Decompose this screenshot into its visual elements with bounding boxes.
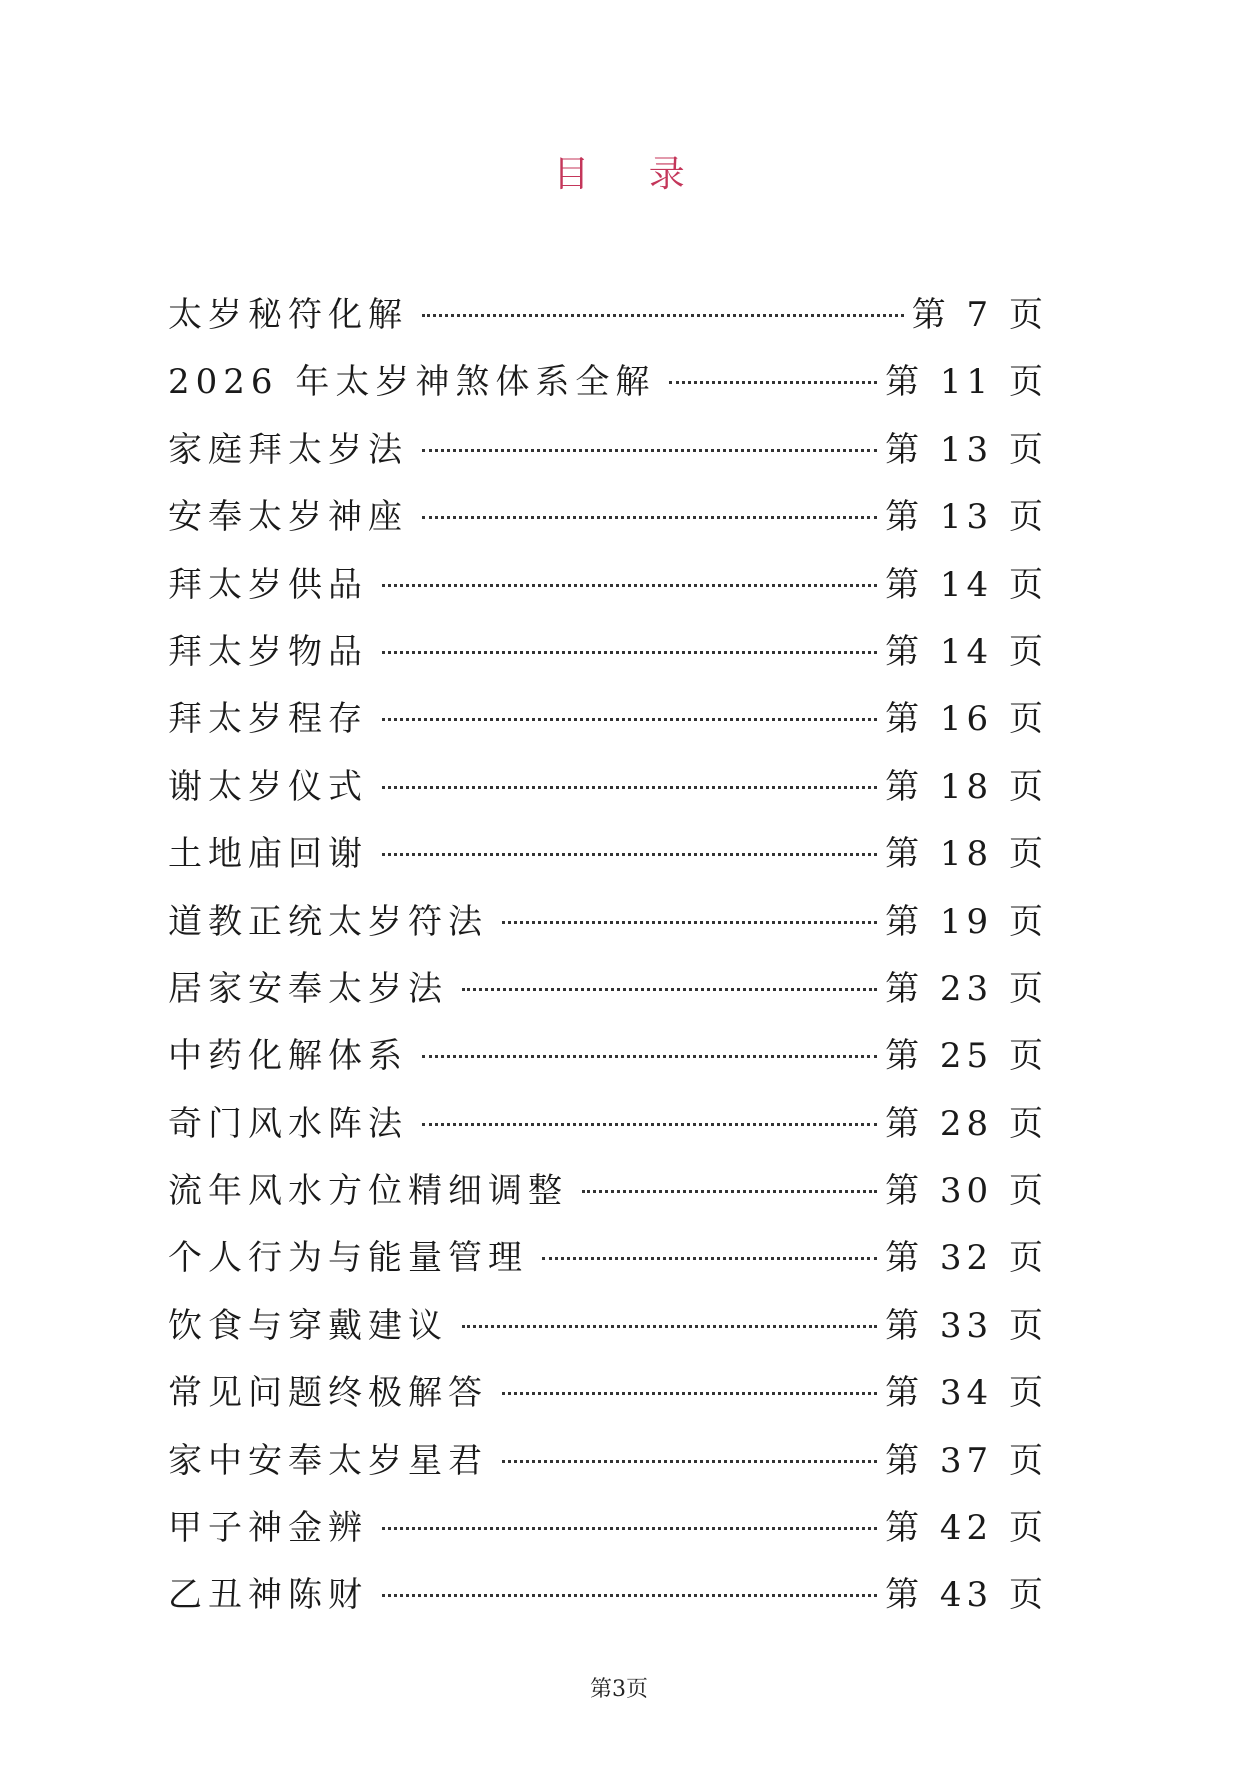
page-title: 目 录 — [553, 154, 709, 195]
dot-leader — [382, 786, 877, 789]
dot-leader — [422, 516, 877, 519]
dot-leader — [382, 651, 877, 654]
toc-entry-page: 第 33 页 — [885, 1305, 1048, 1346]
toc-entry-page: 第 18 页 — [885, 766, 1048, 807]
dot-leader — [542, 1257, 877, 1260]
toc-entry-page: 第 14 页 — [885, 564, 1048, 605]
toc-entry-title: 太岁秘符化解 — [168, 295, 408, 335]
toc-entry-page: 第 28 页 — [885, 1103, 1048, 1144]
dot-leader — [422, 1055, 877, 1058]
toc-entry-page: 第 34 页 — [885, 1373, 1048, 1414]
toc-entry-title: 拜太岁供品 — [168, 564, 368, 605]
toc-entry[interactable] — [168, 619, 1048, 686]
toc-entry[interactable] — [168, 1158, 1048, 1225]
toc-entry-title: 拜太岁程存 — [168, 699, 368, 740]
toc-entry-page: 第 43 页 — [885, 1575, 1048, 1616]
toc-entry[interactable] — [168, 1360, 1048, 1427]
toc-entry-page: 第 30 页 — [885, 1171, 1048, 1212]
dot-leader — [382, 1527, 877, 1530]
toc-entry[interactable] — [168, 417, 1048, 484]
dot-leader — [382, 853, 877, 856]
dot-leader — [422, 1123, 877, 1126]
toc-entry-page: 第 37 页 — [885, 1440, 1048, 1481]
toc-entry[interactable] — [168, 282, 1048, 349]
toc-entry[interactable] — [168, 821, 1048, 888]
toc-entry-title: 家中安奉太岁星君 — [168, 1440, 488, 1481]
dot-leader — [462, 1325, 877, 1328]
toc-entry-title: 2026 年太岁神煞体系全解 — [168, 362, 656, 403]
toc-entry[interactable] — [168, 1023, 1048, 1090]
dot-leader — [502, 1460, 877, 1463]
toc-entry-page: 第 32 页 — [885, 1238, 1048, 1279]
toc-entry-title: 居家安奉太岁法 — [168, 968, 448, 1009]
toc-entry-page: 第 19 页 — [885, 901, 1048, 942]
toc-entry-page: 第 13 页 — [885, 497, 1048, 538]
toc-entry-page: 第 25 页 — [885, 1036, 1048, 1077]
toc-entry-title: 甲子神金辨 — [168, 1508, 368, 1549]
toc-entry-title: 谢太岁仪式 — [168, 766, 368, 807]
toc-entry-page: 第 7 页 — [911, 295, 1048, 335]
toc-entry-title: 道教正统太岁符法 — [168, 901, 488, 942]
toc-entry-title: 乙丑神陈财 — [168, 1575, 368, 1616]
toc-entry-title: 个人行为与能量管理 — [168, 1238, 528, 1279]
toc-entry[interactable] — [168, 1293, 1048, 1360]
dot-leader — [422, 314, 904, 317]
toc-entry[interactable] — [168, 1225, 1048, 1292]
toc-entry-title: 土地庙回谢 — [168, 834, 368, 875]
toc-entry-title: 奇门风水阵法 — [168, 1103, 408, 1144]
toc-entry-page: 第 23 页 — [885, 968, 1048, 1009]
table-of-contents — [168, 282, 1048, 1630]
dot-leader — [382, 1594, 877, 1597]
dot-leader — [502, 921, 877, 924]
toc-entry[interactable] — [168, 754, 1048, 821]
toc-entry-title: 安奉太岁神座 — [168, 497, 408, 538]
dot-leader — [502, 1392, 877, 1395]
toc-entry-title: 流年风水方位精细调整 — [168, 1171, 568, 1212]
toc-entry-title: 饮食与穿戴建议 — [168, 1305, 448, 1346]
toc-entry-title: 拜太岁物品 — [168, 631, 368, 672]
toc-entry-title: 常见问题终极解答 — [168, 1373, 488, 1414]
toc-entry-title: 家庭拜太岁法 — [168, 429, 408, 470]
toc-entry[interactable] — [168, 1091, 1048, 1158]
toc-entry[interactable] — [168, 1495, 1048, 1562]
dot-leader — [382, 718, 877, 721]
toc-entry[interactable] — [168, 686, 1048, 753]
toc-entry-page: 第 14 页 — [885, 631, 1048, 672]
dot-leader — [422, 449, 877, 452]
toc-entry-page: 第 13 页 — [885, 429, 1048, 470]
toc-entry[interactable] — [168, 956, 1048, 1023]
toc-entry[interactable] — [168, 484, 1048, 551]
dot-leader — [582, 1190, 877, 1193]
toc-entry-page: 第 16 页 — [885, 699, 1048, 740]
toc-entry-title: 中药化解体系 — [168, 1036, 408, 1077]
toc-entry[interactable] — [168, 889, 1048, 956]
toc-entry-page: 第 42 页 — [885, 1508, 1048, 1549]
toc-entry-page: 第 18 页 — [885, 834, 1048, 875]
toc-entry[interactable] — [168, 1562, 1048, 1629]
toc-entry-page: 第 11 页 — [885, 362, 1048, 403]
dot-leader — [462, 988, 877, 991]
dot-leader — [382, 584, 877, 587]
page-number-footer: 第3页 — [590, 1677, 648, 1702]
toc-entry[interactable] — [168, 349, 1048, 416]
toc-entry[interactable] — [168, 552, 1048, 619]
toc-entry[interactable] — [168, 1428, 1048, 1495]
dot-leader — [669, 381, 877, 384]
